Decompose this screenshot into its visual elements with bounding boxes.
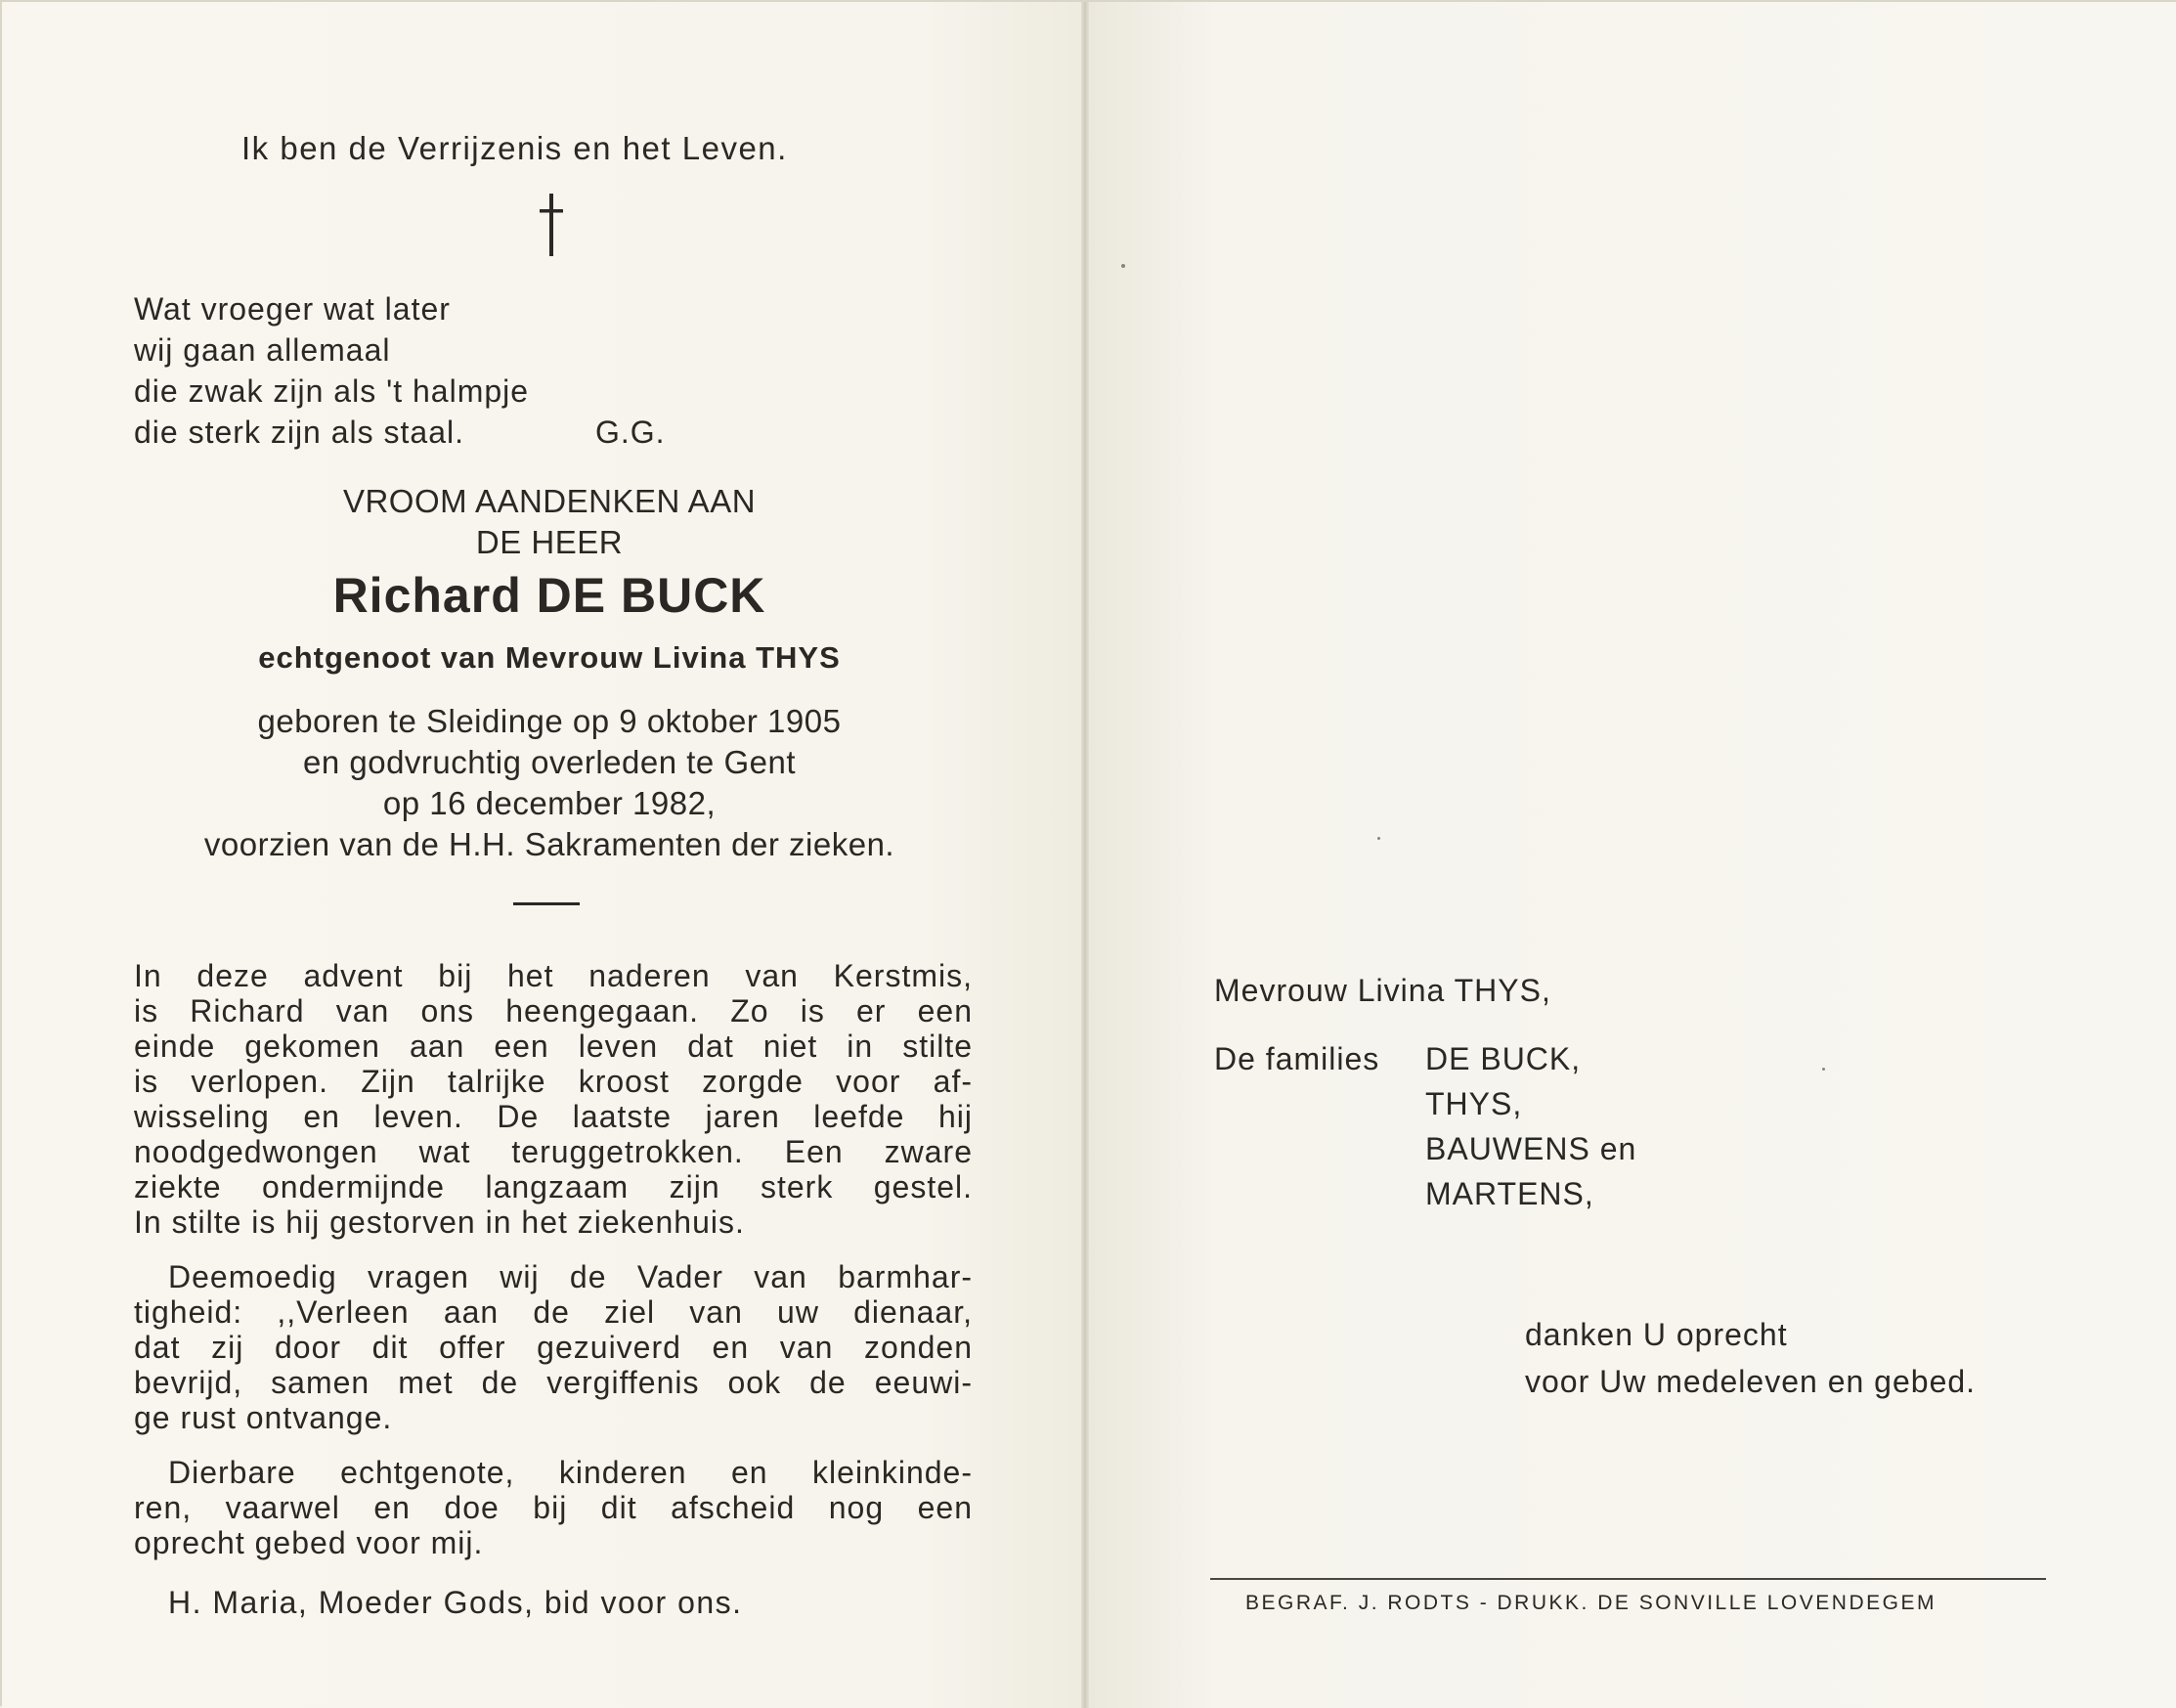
footer-rule bbox=[1210, 1578, 2046, 1580]
family-martens: MARTENS, bbox=[1425, 1176, 1594, 1211]
spouse-line: echtgenoot van Mevrouw Livina THYS bbox=[258, 640, 841, 675]
paragraph-prayer bbox=[134, 1259, 973, 1435]
left-page bbox=[2, 2, 1081, 1708]
paragraph-line: is verlopen. Zijn talrijke kroost zorgde voor af- bbox=[134, 1064, 973, 1099]
deceased-name: Richard DE BUCK bbox=[332, 568, 766, 623]
paragraph-line: is Richard van ons heengegaan. Zo is er een bbox=[134, 993, 973, 1029]
paper-speck bbox=[1822, 1068, 1825, 1071]
paragraph-line: Dierbare echtgenote, kinderen en kleinkinde- bbox=[168, 1455, 973, 1490]
latin-cross-icon bbox=[538, 194, 565, 256]
paragraph-line: oprecht gebed voor mij. bbox=[134, 1525, 484, 1560]
families-prefix: De families bbox=[1214, 1041, 1380, 1076]
paragraph-line: In stilte is hij gestorven in het ziekenhuis. bbox=[134, 1204, 745, 1240]
paragraph-line: dat zij door dit offer gezuiverd en van zonden bbox=[134, 1330, 973, 1365]
memorial-heading-line2: DE HEER bbox=[475, 524, 624, 560]
verse-line-3: die zwak zijn als 't halmpje bbox=[134, 373, 530, 409]
birth-line: geboren te Sleidinge op 9 oktober 1905 bbox=[257, 703, 842, 739]
paper-speck bbox=[1121, 264, 1125, 268]
thanks-line-1: danken U oprecht bbox=[1525, 1317, 1788, 1352]
memorial-heading-line1: VROOM AANDENKEN AAN bbox=[342, 483, 757, 519]
section-divider bbox=[513, 902, 580, 905]
paragraph-line: Deemoedig vragen wij de Vader van barmhar- bbox=[168, 1259, 973, 1294]
thanks-line-2: voor Uw medeleven en gebed. bbox=[1525, 1364, 1977, 1399]
paragraph-line: bevrijd, samen met de vergiffenis ook de eeuwi- bbox=[134, 1365, 973, 1400]
paragraph-line: einde gekomen aan een leven dat niet in stilte bbox=[134, 1029, 973, 1064]
verse-line-2: wij gaan allemaal bbox=[134, 332, 391, 368]
verse-line-1: Wat vroeger wat later bbox=[134, 291, 451, 327]
paragraph-line: ziekte ondermijnde langzaam zijn sterk gestel. bbox=[134, 1169, 973, 1204]
verse-author: G.G. bbox=[595, 415, 666, 450]
printer-credit: BEGRAF. J. RODTS - DRUKK. DE SONVILLE LOVENDEGEM bbox=[1245, 1592, 1937, 1614]
paragraph-farewell bbox=[134, 1455, 973, 1560]
paragraph-advent bbox=[134, 958, 973, 1240]
death-date-line: op 16 december 1982, bbox=[382, 785, 717, 821]
paper-speck bbox=[1377, 837, 1380, 840]
family-de-buck: DE BUCK, bbox=[1425, 1041, 1582, 1076]
death-line: en godvruchtig overleden te Gent bbox=[303, 744, 796, 780]
motto: Ik ben de Verrijzenis en het Leven. bbox=[241, 130, 788, 166]
paragraph-line: tigheid: ,,Verleen aan de ziel van uw dienaar, bbox=[134, 1294, 973, 1330]
verse-line-4: die sterk zijn als staal. bbox=[134, 415, 465, 450]
right-page bbox=[1089, 2, 2176, 1708]
family-bauwens: BAUWENS en bbox=[1425, 1131, 1637, 1166]
paragraph-line: In deze advent bij het naderen van Kerstmis, bbox=[134, 958, 973, 993]
paragraph-line: noodgedwongen wat teruggetrokken. Een zware bbox=[134, 1134, 973, 1169]
paragraph-line: ge rust ontvange. bbox=[134, 1400, 393, 1435]
paragraph-line: wisseling en leven. De laatste jaren leefde hij bbox=[134, 1099, 973, 1134]
closing-prayer: H. Maria, Moeder Gods, bid voor ons. bbox=[168, 1585, 743, 1620]
family-thys: THYS, bbox=[1425, 1086, 1523, 1121]
card-fold bbox=[1081, 2, 1089, 1708]
paragraph-line: ren, vaarwel en doe bij dit afscheid nog een bbox=[134, 1490, 973, 1525]
widow-name: Mevrouw Livina THYS, bbox=[1214, 973, 1551, 1008]
sacraments-line: voorzien van de H.H. Sakramenten der zieken. bbox=[203, 826, 895, 862]
